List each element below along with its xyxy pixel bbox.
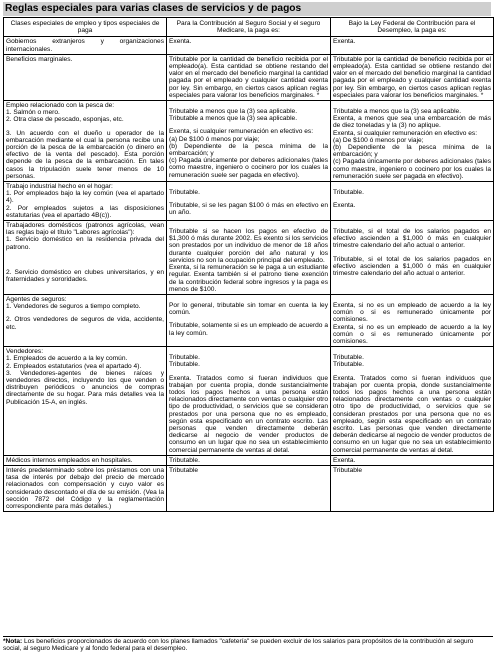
- cell-paragraph: Exenta, si cualquier remuneración en efectivo es:: [169, 128, 314, 136]
- cell-paragraph: Tributable a menos que la (3) sea aplicable.: [333, 108, 462, 116]
- table-title: Reglas especiales para varias clases de servicios y de pagos: [3, 2, 491, 16]
- cell-paragraph: 2. Servicio doméstico en clubes universitarios, y en fraternidades y sororidades.: [6, 268, 164, 284]
- cell-paragraph: 3. Un acuerdo con el dueño u operador de la embarcación mediante el cual la persona recibe una porción de la pesca de la embarcación (o dinero en efectivo de la venta del pescado). Esta porción depende de la pesca de la embarcación. En tales casos la tripulación suele tener menos de 10 personas.: [6, 129, 164, 180]
- cell-paragraph: Tributable.: [169, 354, 200, 362]
- cell-paragraph: Beneficios marginales.: [6, 55, 73, 63]
- cell-unemployment: [331, 294, 494, 346]
- cell-paragraph: Exenta, si no es un empleado de acuerdo a la ley común o si es remunerado únicamente por comisiones.: [333, 323, 491, 345]
- cell-paragraph: Tributable por la cantidad de beneficio recibida por el empleado(a). Esta cantidad se obtiene restando del valor en el mercado del beneficio marginal la cantidad pagada por el empleado y cualquier cantidad exenta por ley. Sin embargo, en ciertos casos aplican reglas especiales para valorar los beneficios marginales. *: [333, 55, 491, 99]
- footnote-label: *Nota:: [3, 638, 23, 645]
- cell-employment-type: [4, 221, 167, 295]
- cell-unemployment: [331, 221, 494, 295]
- cell-paragraph: (a) De $100 ó menos por viaje;: [169, 135, 260, 143]
- cell-paragraph: 1. Por empleados bajo la ley común (vea el apartado 4).: [6, 190, 164, 205]
- special-rules-table: [3, 17, 494, 512]
- cell-unemployment: [331, 101, 494, 182]
- cell-employment-type: [4, 101, 167, 182]
- footnote: [3, 636, 493, 653]
- cell-paragraph: 1. Salmón o mero.: [6, 109, 60, 117]
- table-row: [4, 455, 494, 465]
- cell-paragraph: Tributable por la cantidad de beneficio recibida por el empleado(a). Esta cantidad se obtiene restando del valor en el mercado del beneficio marginal la cantidad pagada por el empleado y cualquier cantidad exenta por ley. Sin embargo, en ciertos casos aplican reglas especiales para valorar los beneficios marginales. *: [169, 55, 328, 99]
- cell-employment-type: [4, 37, 167, 54]
- cell-paragraph: Tributable a menos que la (3) sea aplicable.: [169, 115, 298, 123]
- cell-paragraph: (b) Dependiente de la pesca mínima de la embarcación; y: [169, 142, 328, 158]
- cell-employment-type: [4, 294, 167, 346]
- cell-paragraph: Tributable a menos que la (3) sea aplicable.: [169, 108, 298, 116]
- table-row: [4, 54, 494, 100]
- table-row: [4, 221, 494, 295]
- cell-paragraph: Vendedores:: [6, 348, 44, 356]
- cell-social-security: [167, 182, 331, 221]
- cell-paragraph: Tributable.: [169, 361, 200, 369]
- cell-social-security: [167, 347, 331, 456]
- cell-paragraph: Exenta.: [169, 38, 192, 46]
- cell-paragraph: Empleo relacionado con la pesca de:: [6, 102, 115, 110]
- cell-paragraph: 1. Servicio doméstico en la residencia privada del patrono.: [6, 236, 164, 251]
- cell-social-security: [167, 54, 331, 100]
- cell-paragraph: Médicos internos empleados en hospitales.: [6, 456, 133, 464]
- cell-paragraph: Tributable.: [169, 189, 200, 197]
- cell-unemployment: [331, 455, 494, 465]
- table-header-row: [4, 18, 494, 37]
- footnote-text: Los beneficios proporcionados de acuerdo con los planes llamados "cafetería" se pueden excluir de los salarios para propósitos de la contribución al seguro social, al seguro Medicare y al fondo federal para el desempleo.: [3, 638, 474, 653]
- cell-paragraph: Tributable.: [333, 354, 364, 362]
- cell-paragraph: Trabajo industrial hecho en el hogar:: [6, 183, 113, 191]
- cell-social-security: [167, 37, 331, 54]
- cell-employment-type: [4, 455, 167, 465]
- cell-paragraph: Exenta.: [333, 38, 356, 46]
- cell-social-security: [167, 465, 331, 511]
- cell-paragraph: Tributable si se hacen los pagos en efectivo de $1,300 ó más durante 2002. Es exento si los servicios son prestados por un individuo de menor de 18 años durante cualquier porción del año natural y los servicios no son la ocupación principal del empleado.: [169, 228, 328, 264]
- cell-paragraph: Tributable: [333, 466, 363, 474]
- cell-employment-type: [4, 465, 167, 511]
- cell-paragraph: (b) Dependiente de la pesca mínima de la embarcación; y: [333, 144, 491, 159]
- header-unemployment: Bajo la Ley Federal de Contribución para el Desempleo, la paga es:: [331, 18, 494, 37]
- cell-paragraph: Exenta, si cualquier remuneración en efectivo es:: [333, 129, 478, 137]
- cell-unemployment: [331, 182, 494, 221]
- cell-employment-type: [4, 54, 167, 100]
- cell-unemployment: [331, 347, 494, 456]
- cell-paragraph: (c) Pagada únicamente por deberes adicionales (tales como maestre, ingeniero o cocinero por los cuales la remuneración suele ser pagada en efectivo).: [169, 157, 328, 179]
- cell-paragraph: Tributable.: [169, 456, 200, 464]
- cell-unemployment: [331, 37, 494, 54]
- cell-social-security: [167, 221, 331, 295]
- cell-paragraph: 2. Por empleados sujetos a las disposiciones estatutarias (vea el apartado 4B(c)).: [6, 204, 164, 219]
- cell-paragraph: Trabajadores domésticos (patronos agrícolas, vean las reglas bajo el título "Labores agrícolas"):: [6, 222, 164, 237]
- cell-paragraph: (a) De $100 ó menos por viaje;: [333, 136, 424, 144]
- table-row: [4, 101, 494, 182]
- cell-paragraph: Exenta. Tratados como si fueran individuos que trabajan por cuenta propia, donde sustancialmente todos los pagos hechos a una persona están relacionados directamente con ventas o cualquier otro tipo de productividad, o servicios que se consideran prestados por una persona que no es empleado, según esta especificado en un contrato escrito. Las personas que venden directamente deberán dedicarse al negocio de vender productos de consumo en un lugar que no sea un establecimiento comercial permanente de ventas al detal.: [169, 374, 328, 454]
- cell-paragraph: Tributable, si el total de los salarios pagados en efectivo ascienden a $1,000 ó más en cualquier trimestre calendario del año actual o anterior.: [333, 228, 491, 250]
- cell-paragraph: 1. Vendedores de seguros a tiempo completo.: [6, 303, 141, 311]
- cell-paragraph: Exenta.: [333, 202, 356, 210]
- cell-unemployment: [331, 465, 494, 511]
- cell-paragraph: Tributable, solamente si es un empleado de acuerdo a la ley común.: [169, 322, 328, 337]
- cell-paragraph: (c) Pagada únicamente por deberes adicionales (tales como maestre, ingeniero o cocinero por los cuales la remuneración suele ser pagada en efectivo).: [333, 158, 491, 180]
- cell-social-security: [167, 455, 331, 465]
- cell-paragraph: 3. Vendedores-agentes de bienes raíces y vendedores directos, incluyendo los que venden o distribuyen periódicos o anuncios de compras directamente de su hogar. Para más detalles vea la Publicación 15-A, en inglés.: [6, 369, 164, 406]
- cell-paragraph: 1. Empleados de acuerdo a la ley común.: [6, 355, 128, 363]
- cell-social-security: [167, 294, 331, 346]
- cell-paragraph: Tributable: [169, 466, 199, 474]
- cell-paragraph: Exenta, a menos que sea una embarcación de más de diez toneladas y la (3) no aplique.: [333, 115, 491, 130]
- cell-paragraph: Exenta.: [333, 456, 356, 464]
- table-row: [4, 294, 494, 346]
- cell-unemployment: [331, 54, 494, 100]
- cell-paragraph: Tributable.: [333, 361, 364, 369]
- cell-paragraph: 2. Empleados estatutarios (vea el apartado 4).: [6, 362, 142, 370]
- table-row: [4, 182, 494, 221]
- cell-paragraph: Tributable, si se les pagan $100 ó más en efectivo en un año.: [169, 202, 328, 217]
- cell-paragraph: 2. Otros vendedores de seguros de vida, accidente, etc.: [6, 316, 164, 331]
- cell-paragraph: Tributable.: [333, 189, 364, 197]
- table-row: [4, 37, 494, 54]
- cell-paragraph: Tributable, si el total de los salarios pagados en efectivo ascienden a $1,000 ó más en cualquier trimestre calendario del año actual o anterior.: [333, 255, 491, 278]
- cell-paragraph: Interés predeterminado sobre los préstamos con una tasa de interés por debajo del precio de mercado relacionados con compensación y cuyo valor es considerado descontado el día de su emisión. (Vea la sección 7872 del Código y la reglamentación correspondiente para más detalles.): [6, 466, 164, 510]
- cell-paragraph: 2. Otra clase de pescado, esponjas, etc.: [6, 116, 124, 124]
- table-row: [4, 465, 494, 511]
- cell-paragraph: Agentes de seguros:: [6, 295, 67, 303]
- table-row: [4, 347, 494, 456]
- cell-paragraph: Exenta, si la remuneración se le paga a un estudiante regular. Exenta también si el patrono tiene exención de la contribución federal sobre ingresos y la paga es menos de $100.: [169, 264, 328, 293]
- header-employment-type: Clases especiales de empleo y tipos especiales de paga: [4, 18, 167, 37]
- cell-paragraph: Exenta, si no es un empleado de acuerdo a la ley común o si es remunerado únicamente por comisiones.: [333, 301, 491, 324]
- cell-employment-type: [4, 347, 167, 456]
- header-social-security: Para la Contribución al Seguro Social y el seguro Medicare, la paga es:: [167, 18, 331, 37]
- cell-paragraph: Por lo general, tributable sin tomar en cuenta la ley común.: [169, 301, 328, 317]
- cell-paragraph: Gobiernos extranjeros y organizaciones internacionales.: [6, 38, 164, 53]
- cell-social-security: [167, 101, 331, 182]
- cell-paragraph: Exenta. Tratados como si fueran individuos que trabajan por cuenta propia, donde sustancialmente todos los pagos hechos a una persona están relacionados directamente con ventas o cualquier otro tipo de productividad, o servicios que se consideran prestados por una persona que no es empleado, según esta especificado en un contrato escrito. Las personas que venden directamente deberán dedicarse al negocio de vender productos de consumo en un lugar que no sea un establecimiento comercial permanente de ventas al detal.: [333, 374, 491, 454]
- cell-employment-type: [4, 182, 167, 221]
